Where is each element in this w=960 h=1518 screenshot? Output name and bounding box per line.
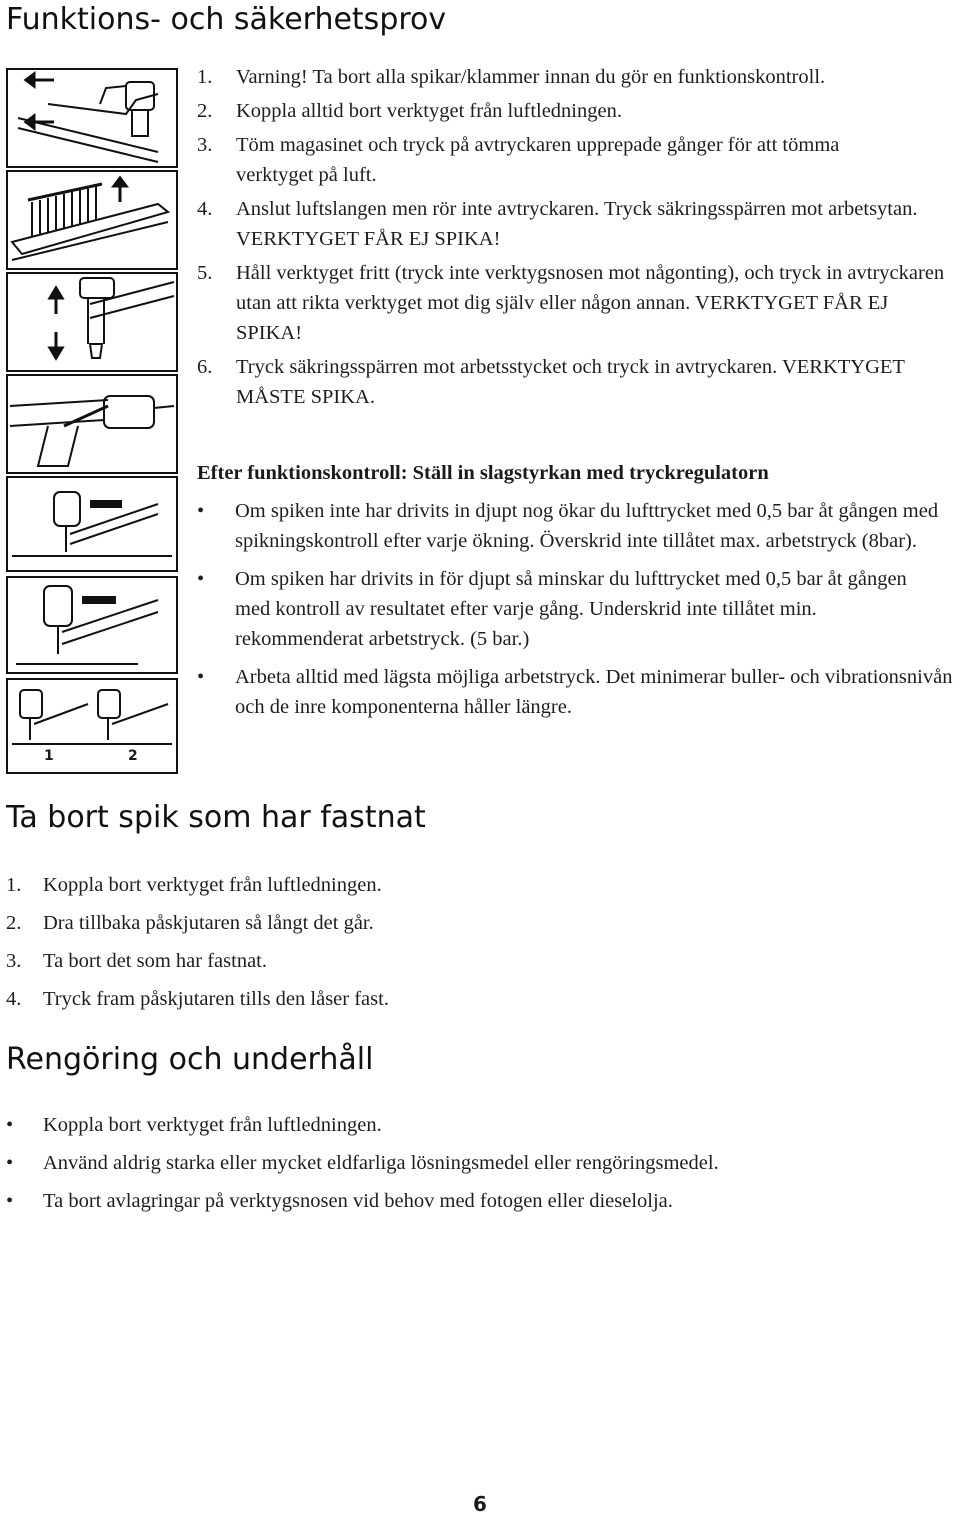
list-item xyxy=(6,1186,946,1216)
bullet-mark: • xyxy=(197,500,205,522)
list-item xyxy=(6,908,906,938)
illustration-press-safety xyxy=(6,374,178,474)
two-nailers-drawing xyxy=(8,680,176,772)
bullet-mark: • xyxy=(6,1152,14,1174)
list-item xyxy=(6,870,906,900)
step-text: Ta bort det som har fastnat. xyxy=(43,950,267,972)
list-item xyxy=(6,1148,946,1178)
list-item xyxy=(197,62,959,92)
step-text: Tryck fram påskjutaren tills den låser fast. xyxy=(43,988,389,1010)
nailer-depth-drawing-1 xyxy=(8,478,176,570)
figure-label-1: 1 xyxy=(44,748,54,764)
list-item xyxy=(197,96,959,126)
page-number: 6 xyxy=(473,1492,487,1516)
step-text: Koppla alltid bort verktyget från luftledningen. xyxy=(236,100,622,122)
cleaning-bullets xyxy=(6,1110,946,1216)
bullet-text: Om spiken har drivits in för djupt så minskar du lufttrycket med 0,5 bar åt gången med kontroll av resultatet efter varje gång. Underskrid inte tillåtet min. rekommenderat arbetstryck. (5 bar.) xyxy=(235,568,907,650)
nailer-depth-drawing-2 xyxy=(8,578,176,672)
bullet-mark: • xyxy=(6,1190,14,1212)
step-number: 1. xyxy=(197,66,213,88)
step-number: 1. xyxy=(6,874,22,896)
nailer-updown-drawing xyxy=(8,274,176,370)
section-title-function-test: Funktions- och säkerhetsprov xyxy=(6,2,447,37)
step-text: Håll verktyget fritt (tryck inte verktygsnosen mot någonting), och tryck in avtryckaren utan att rikta verktyget mot dig själv eller någon annan. VERKTYGET FÅR EJ SPIKA! xyxy=(236,262,945,344)
list-item xyxy=(197,130,959,190)
list-item xyxy=(6,984,906,1014)
after-test-heading: Efter funktionskontroll: Ställ in slagstyrkan med tryckregulatorn xyxy=(197,462,769,484)
step-number: 4. xyxy=(6,988,22,1010)
step-text: Anslut luftslangen men rör inte avtryckaren. Tryck säkringsspärren mot arbetsytan. VERKTYGET FÅR EJ SPIKA! xyxy=(236,198,918,250)
bullet-text: Om spiken inte har drivits in djupt nog ökar du lufttrycket med 0,5 bar åt gången med spikningskontroll efter varje ökning. Överskrid inte tillåtet max. arbetstryck (8bar). xyxy=(235,500,939,552)
illustration-remove-nails xyxy=(6,68,178,168)
step-number: 6. xyxy=(197,356,213,378)
nailer-arrows-drawing xyxy=(8,70,176,166)
list-item xyxy=(197,662,959,722)
nailer-workpiece-drawing xyxy=(8,376,176,472)
illustration-depth-increase xyxy=(6,476,178,572)
step-text: Varning! Ta bort alla spikar/klammer innan du gör en funktionskontroll. xyxy=(236,66,826,88)
jammed-nail-steps xyxy=(6,870,906,1014)
section-title-jammed-nail: Ta bort spik som har fastnat xyxy=(6,800,426,835)
step-text: Töm magasinet och tryck på avtryckaren upprepade gånger för att tömma verktyget på luft. xyxy=(236,134,840,186)
section-title-cleaning: Rengöring och underhåll xyxy=(6,1042,374,1077)
bullet-mark: • xyxy=(6,1114,14,1136)
list-item xyxy=(197,352,959,412)
list-item xyxy=(197,496,959,556)
step-number: 4. xyxy=(197,198,213,220)
bullet-text: Koppla bort verktyget från luftledningen. xyxy=(43,1114,382,1136)
list-item xyxy=(197,564,959,654)
figure-label-2: 2 xyxy=(128,748,138,764)
magazine-drawing xyxy=(8,172,176,268)
bullet-mark: • xyxy=(197,568,205,590)
step-number: 5. xyxy=(197,262,213,284)
bullet-mark: • xyxy=(197,666,205,688)
illustration-two-nailers xyxy=(6,678,178,774)
illustration-depth-decrease xyxy=(6,576,178,674)
step-number: 2. xyxy=(197,100,213,122)
illustration-empty-magazine xyxy=(6,170,178,270)
function-test-steps xyxy=(197,62,959,412)
bullet-text: Ta bort avlagringar på verktygsnosen vid behov med fotogen eller dieselolja. xyxy=(43,1190,673,1212)
step-text: Tryck säkringsspärren mot arbetsstycket och tryck in avtryckaren. VERKTYGET MÅSTE SPIKA. xyxy=(236,356,905,408)
step-number: 3. xyxy=(6,950,22,972)
step-number: 2. xyxy=(6,912,22,934)
step-number: 3. xyxy=(197,134,213,156)
bullet-text: Använd aldrig starka eller mycket eldfarliga lösningsmedel eller rengöringsmedel. xyxy=(43,1152,719,1174)
list-item xyxy=(197,258,959,348)
bullet-text: Arbeta alltid med lägsta möjliga arbetstryck. Det minimerar buller- och vibrationsnivån och de inre komponenterna håller längre. xyxy=(235,666,953,718)
list-item xyxy=(6,946,906,976)
step-text: Koppla bort verktyget från luftledningen. xyxy=(43,874,382,896)
after-test-bullets xyxy=(197,496,959,722)
step-text: Dra tillbaka påskjutaren så långt det går. xyxy=(43,912,374,934)
illustration-hold-free xyxy=(6,272,178,372)
list-item xyxy=(6,1110,946,1140)
list-item xyxy=(197,194,959,254)
